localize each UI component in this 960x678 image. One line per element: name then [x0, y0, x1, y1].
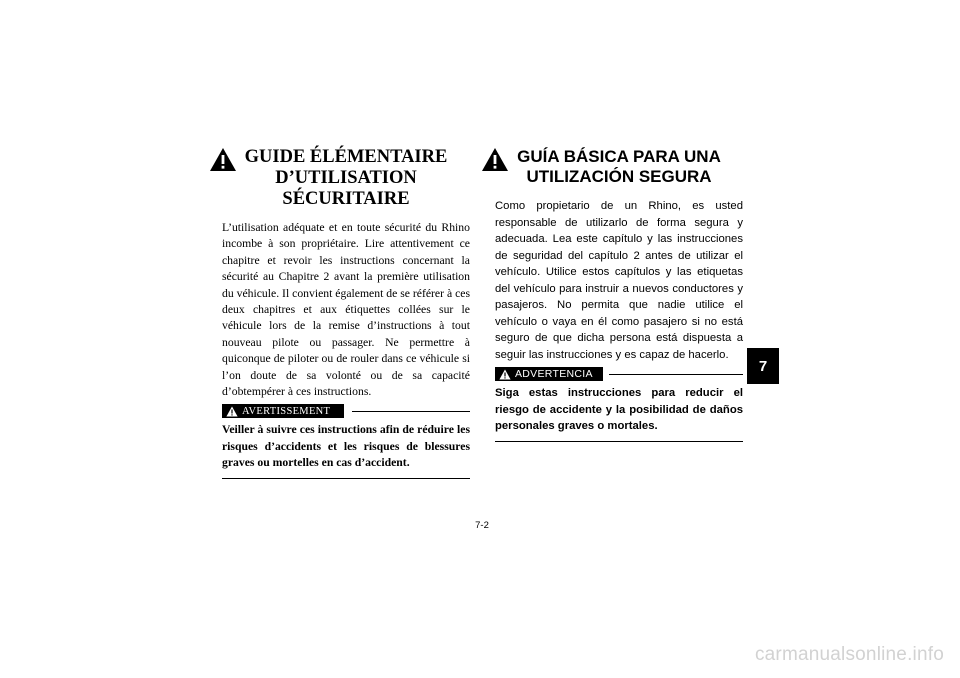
spanish-body-text: Como propietario de un Rhino, es usted responsable de utilizarlo de forma segura y adecuada. Lea este capítulo y las instrucciones de seguridad del capítulo 2 antes de utilizar el vehículo. Utilice estos capítulos y las etiquetas del vehículo para instruir a nuevos conductores y pasajeros. No permita que nadie utilice el vehículo o vaya en él como pasajero si no está seguro de que dicha persona está dispuesta a seguir las instrucciones y es capaz de hacerlo.: [495, 200, 743, 361]
french-column: [222, 147, 470, 479]
french-warning-header: [222, 404, 470, 418]
french-warning-bottom-rule: [222, 478, 470, 479]
spanish-warning-rule: [609, 374, 743, 375]
french-title-line1: GUIDE ÉLÉMENTAIRE: [244, 147, 448, 167]
page-number: 7-2: [475, 520, 489, 531]
spanish-column: [495, 147, 743, 442]
spanish-title: [495, 147, 743, 187]
warning-triangle-icon: [209, 147, 237, 172]
spanish-title-line2: UTILIZACIÓN SEGURA: [526, 167, 712, 186]
french-warning-rule: [352, 411, 470, 412]
french-warning-text: Veiller à suivre ces instructions afin de réduire les risques d’accidents et les risques de blessures graves ou mortelles en cas d’accident.: [222, 423, 470, 470]
french-body-text: L’utilisation adéquate et en toute sécurité du Rhino incombe à son propriétaire. Lire attentivement ce chapitre et revoir les instructions concernant la sécurité au Chapitre 2 avant la première utilisation du véhicule. Il convient également de se référer à ces deux chapitres et aux étiquettes collées sur le véhicule lors de la remise d’instructions à tout nouveau pilote ou passager. Ne permettre à quiconque de piloter ou de rouler dans ce véhicule si l’on doute de sa volonté ou de sa capacité d’obtempérer à ces instructions.: [222, 221, 470, 399]
spanish-warning-label: ADVERTENCIA: [515, 368, 593, 380]
spanish-warning-text: Siga estas instrucciones para reducir el riesgo de accidente y la posibilidad de daños personales graves o mortales.: [495, 387, 743, 432]
french-title-line2: D’UTILISATION SÉCURITAIRE: [275, 168, 417, 209]
warning-triangle-icon: [226, 406, 238, 417]
french-title: [222, 147, 470, 210]
spanish-warning-header: [495, 367, 743, 381]
french-warning-label: AVERTISSEMENT: [242, 405, 331, 417]
chapter-tab: 7: [747, 348, 779, 384]
spanish-warning-badge: [495, 367, 603, 381]
spanish-warning-bottom-rule: [495, 441, 743, 442]
warning-triangle-icon: [499, 369, 511, 380]
watermark: carmanualsonline.info: [754, 644, 944, 665]
spanish-title-line1: GUÍA BÁSICA PARA UNA: [517, 147, 721, 166]
french-warning-badge: [222, 404, 344, 418]
warning-triangle-icon: [481, 147, 509, 172]
